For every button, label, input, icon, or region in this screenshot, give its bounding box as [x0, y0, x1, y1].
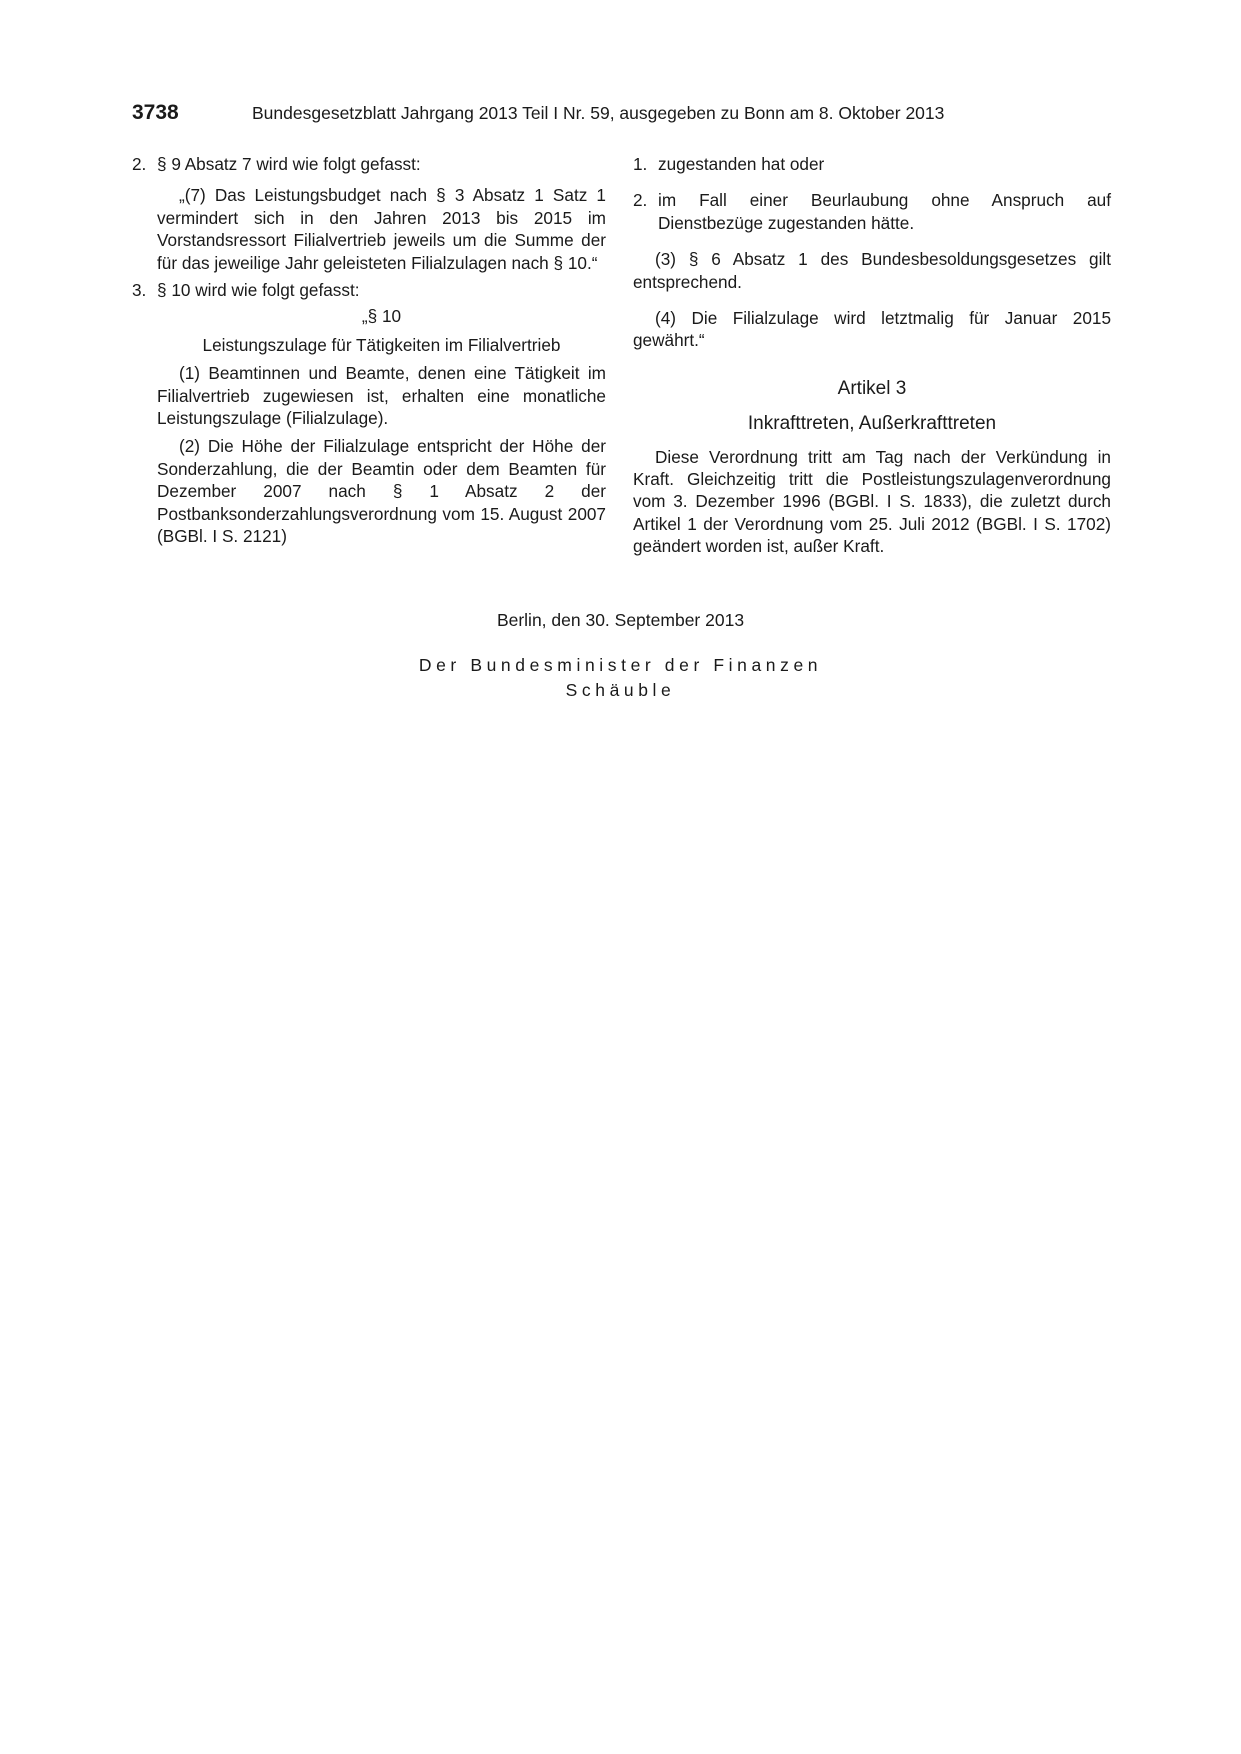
article-subheading: Inkrafttreten, Außerkrafttreten — [747, 413, 997, 435]
item-number: 2. — [633, 190, 648, 211]
amendment-item-3 — [132, 279, 606, 301]
item-text: zugestanden hat oder — [658, 154, 825, 174]
list-item — [633, 189, 1111, 234]
quoted-paragraph-7: „(7) Das Leistungsbudget nach § 3 Absatz 1 Satz 1 vermindert sich in den Jahren 2013 bis 2015 im Vorstandsressort Filialvertrieb jeweils um die Summe der für das jeweilige Jahr geleisteten Filialzulagen nach § 10.“ — [157, 185, 606, 273]
signature-place-date: Berlin, den 30. September 2013 — [496, 610, 745, 630]
paragraph-2: (2) Die Höhe der Filialzulage entspricht der Höhe der Sonderzahlung, die der Beamtin oder dem Beamten für Dezember 2007 nach § 1 Absatz 2 der Postbanksonderzahlungsverordnung vom 15. August 2007 (BGBl. I S. 2121) — [157, 436, 606, 547]
paragraph-4: (4) Die Filialzulage wird letztmalig für Januar 2015 gewährt.“ — [633, 308, 1111, 351]
item-number: 3. — [132, 280, 147, 301]
list-item — [633, 153, 1111, 175]
right-column — [633, 153, 1111, 558]
paragraph-1: (1) Beamtinnen und Beamte, denen eine Tätigkeit im Filialvertrieb zugewiesen ist, erhalten eine monatliche Leistungszulage (Filialzulage). — [157, 363, 606, 429]
section-title: Leistungszulage für Tätigkeiten im Filialvertrieb — [202, 334, 561, 355]
signatory-name: Schäuble — [565, 680, 676, 700]
left-column — [132, 153, 606, 548]
article-text: Diese Verordnung tritt am Tag nach der Verkündung in Kraft. Gleichzeitig tritt die Postleistungszulagenverordnung vom 3. Dezember 1996 (BGBl. I S. 1833), die zuletzt durch Artikel 1 der Verordnung vom 25. Juli 2012 (BGBl. I S. 1702) geändert worden ist, außer Kraft. — [633, 446, 1111, 557]
signatory-office: Der Bundesminister der Finanzen — [418, 655, 823, 675]
paragraph-3: (3) § 6 Absatz 1 des Bundesbesoldungsgesetzes gilt entsprechend. — [633, 249, 1111, 292]
page-number: 3738 — [132, 101, 179, 124]
item-number: 1. — [633, 154, 648, 174]
article-heading: Artikel 3 — [837, 377, 907, 399]
item-text: im Fall einer Beurlaubung ohne Anspruch auf Dienstbezüge zugestanden hätte. — [658, 190, 1111, 233]
item-text: § 10 wird wie folgt gefasst: — [157, 280, 360, 301]
section-number: „§ 10 — [361, 306, 402, 327]
item-text: § 9 Absatz 7 wird wie folgt gefasst: — [157, 154, 421, 174]
amendment-item-2 — [132, 153, 606, 175]
item-number: 2. — [132, 154, 147, 174]
page-header — [132, 101, 992, 127]
gazette-title: Bundesgesetzblatt Jahrgang 2013 Teil I Nr. 59, ausgegeben zu Bonn am 8. Oktober 2013 — [252, 103, 945, 123]
